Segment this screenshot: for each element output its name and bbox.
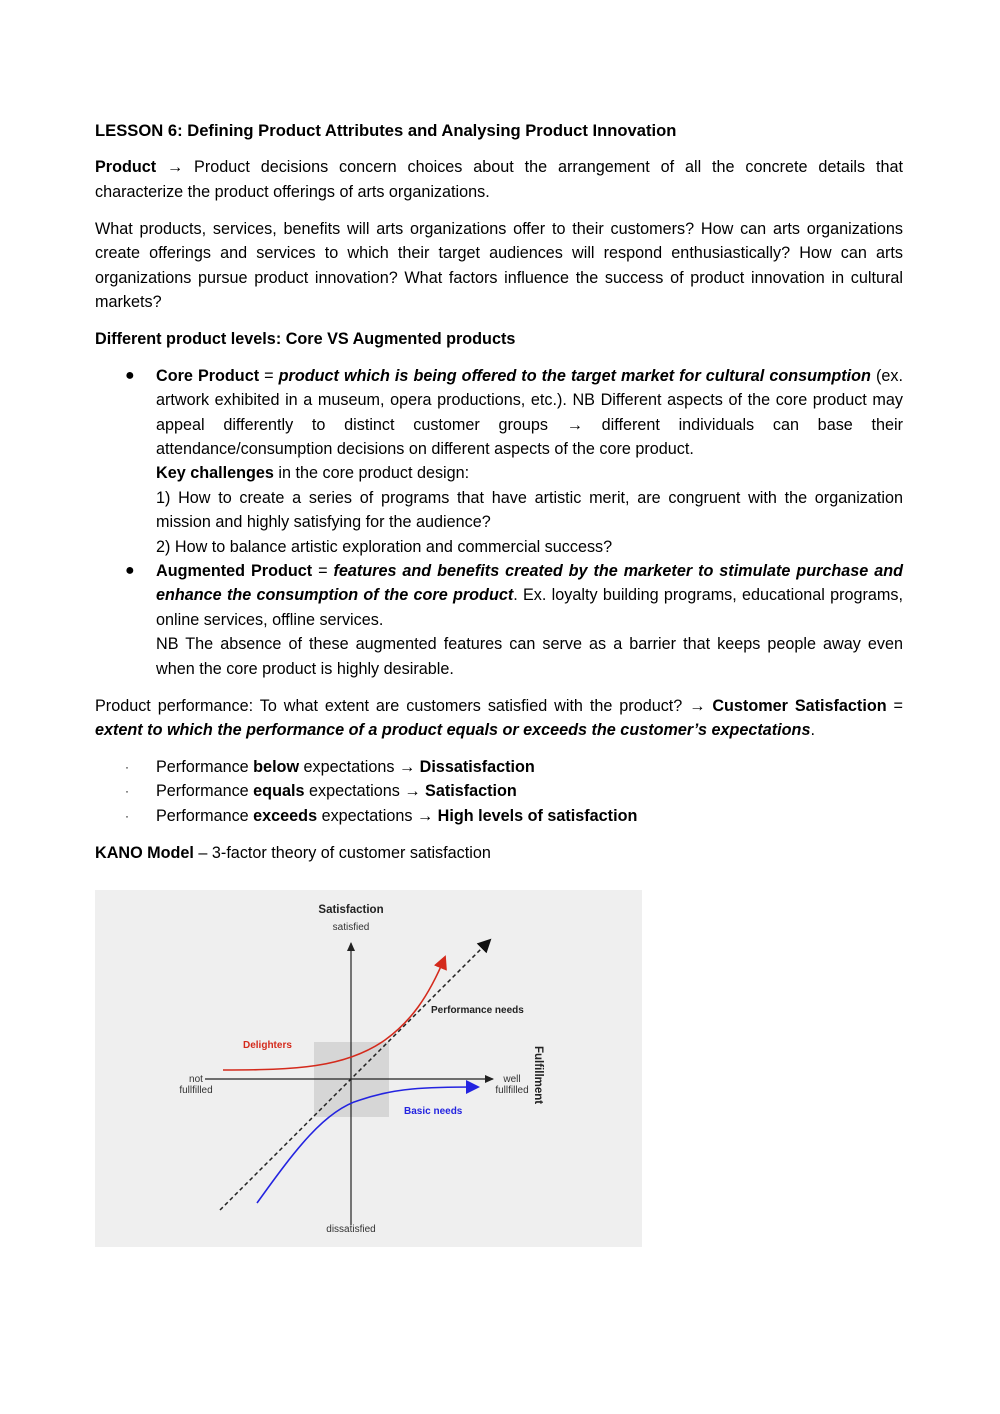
bullet-icon: · bbox=[125, 784, 129, 799]
arrow-icon: → bbox=[566, 415, 583, 434]
performance-end: . bbox=[810, 720, 815, 739]
core-label: Core Product bbox=[156, 366, 260, 385]
y-axis-top-label: satisfied bbox=[332, 922, 370, 933]
x-axis-left-label-2: fullfilled bbox=[179, 1085, 213, 1096]
kano-text: – 3-factor theory of customer satisfaction bbox=[193, 843, 491, 862]
arrow-icon: → bbox=[404, 782, 421, 801]
key-challenges-label: Key challenges bbox=[156, 464, 274, 483]
x-axis-title: Fulfillment bbox=[532, 1046, 544, 1105]
performance-needs-line bbox=[220, 940, 490, 1210]
performance-needs-label: Performance needs bbox=[431, 1005, 524, 1016]
perf-result: High levels of satisfaction bbox=[433, 806, 638, 825]
product-paragraph bbox=[95, 155, 903, 204]
augmented-text: . Ex. loyalty building programs, educational programs, online services, offline services. bbox=[156, 586, 903, 629]
lesson-title: LESSON 6: Defining Product Attributes and Analysing Product Innovation bbox=[95, 121, 677, 140]
bullet-icon: · bbox=[125, 808, 129, 823]
performance-eq: = bbox=[886, 696, 903, 715]
performance-paragraph bbox=[95, 694, 903, 743]
list-item bbox=[95, 779, 903, 803]
arrow-icon: → bbox=[689, 696, 706, 715]
kano-heading bbox=[95, 841, 903, 865]
core-definition: product which is being offered to the target market for cultural consumption bbox=[278, 366, 871, 385]
augmented-eq: = bbox=[312, 562, 334, 580]
document-body bbox=[95, 119, 903, 877]
challenge-question-2: 2) How to balance artistic exploration and commercial success? bbox=[156, 537, 613, 556]
perf-result: Satisfaction bbox=[420, 782, 517, 801]
x-axis-left-label-1: not bbox=[189, 1074, 203, 1085]
bullet-icon: · bbox=[125, 759, 129, 774]
perf-key: exceeds bbox=[253, 806, 318, 825]
basic-needs-label: Basic needs bbox=[404, 1106, 463, 1117]
perf-result: Dissatisfaction bbox=[415, 757, 535, 776]
arrow-icon: → bbox=[416, 806, 434, 825]
perf-key: equals bbox=[253, 782, 305, 801]
x-axis-right-label-1: well bbox=[503, 1074, 521, 1085]
key-challenges-line bbox=[156, 461, 903, 485]
arrow-icon: → bbox=[398, 757, 416, 776]
y-axis-bottom-label: dissatisfied bbox=[326, 1224, 376, 1235]
performance-text: Product performance: To what extent are customers satisfied with the product? bbox=[95, 696, 690, 715]
perf-mid: expectations bbox=[299, 757, 399, 776]
product-levels-list bbox=[95, 364, 903, 681]
perf-key: below bbox=[253, 757, 300, 776]
perf-pre: Performance bbox=[156, 806, 254, 825]
x-axis-right-label-2: fullfilled bbox=[495, 1085, 529, 1096]
kano-diagram bbox=[95, 890, 642, 1247]
delighters-label: Delighters bbox=[243, 1040, 292, 1051]
questions-paragraph: What products, services, benefits will arts organizations offer to their customers? How can arts organizations create offerings and services to which their target audiences will respond enthusiastically? How can arts organizations pursue product innovation? What factors influence the success of product innovation in cultural markets? bbox=[95, 219, 903, 311]
list-item-core-product bbox=[95, 364, 903, 559]
perf-mid: expectations bbox=[317, 806, 417, 825]
kano-model-figure bbox=[95, 890, 642, 1247]
y-axis-title: Satisfaction bbox=[318, 904, 384, 916]
levels-heading bbox=[95, 327, 903, 351]
core-text2: different individuals can base their attendance/consumption decisions on different aspects of the core product. bbox=[156, 415, 903, 458]
augmented-label: Augmented Product bbox=[156, 562, 313, 580]
core-paragraph bbox=[156, 364, 903, 462]
list-item bbox=[95, 755, 903, 779]
perf-pre: Performance bbox=[156, 782, 254, 801]
core-eq: = bbox=[259, 366, 279, 385]
augmented-definition: features and benefits created by the marketer to stimulate purchase and enhance the consumption of the core product bbox=[156, 562, 904, 605]
levels-heading-part2: : Core VS Augmented products bbox=[275, 329, 516, 348]
augmented-nb: NB The absence of these augmented features can serve as a barrier that keeps people away even when the core product is highly desirable. bbox=[156, 635, 903, 678]
product-text: Product decisions concern choices about the arrangement of all the concrete details that characterize the product offerings of arts organizations. bbox=[95, 158, 903, 201]
levels-heading-part1: Different product levels bbox=[95, 329, 276, 348]
bullet-icon: ● bbox=[125, 366, 135, 384]
perf-pre: Performance bbox=[156, 757, 254, 776]
core-text1: (ex. artwork exhibited in a museum, opera productions, etc.). NB Different aspects of the core product may appeal differently to distinct customer groups bbox=[156, 366, 903, 434]
challenge-question-1: 1) How to create a series of programs that have artistic merit, are congruent with the organization mission and highly satisfying for the audience? bbox=[156, 488, 903, 532]
list-item-augmented-product bbox=[95, 559, 903, 681]
kano-label: KANO Model bbox=[95, 843, 194, 862]
performance-list bbox=[95, 755, 903, 828]
product-label: Product bbox=[95, 158, 157, 177]
customer-satisfaction-definition: extent to which the performance of a product equals or exceeds the customer’s expectations bbox=[95, 720, 811, 739]
bullet-icon: ● bbox=[125, 562, 135, 579]
key-challenges-text: in the core product design: bbox=[273, 464, 470, 483]
arrow-icon: → bbox=[167, 158, 184, 177]
augmented-paragraph bbox=[156, 559, 903, 632]
list-item bbox=[95, 804, 903, 828]
customer-satisfaction-label: Customer Satisfaction bbox=[705, 696, 887, 715]
perf-mid: expectations bbox=[304, 782, 405, 801]
